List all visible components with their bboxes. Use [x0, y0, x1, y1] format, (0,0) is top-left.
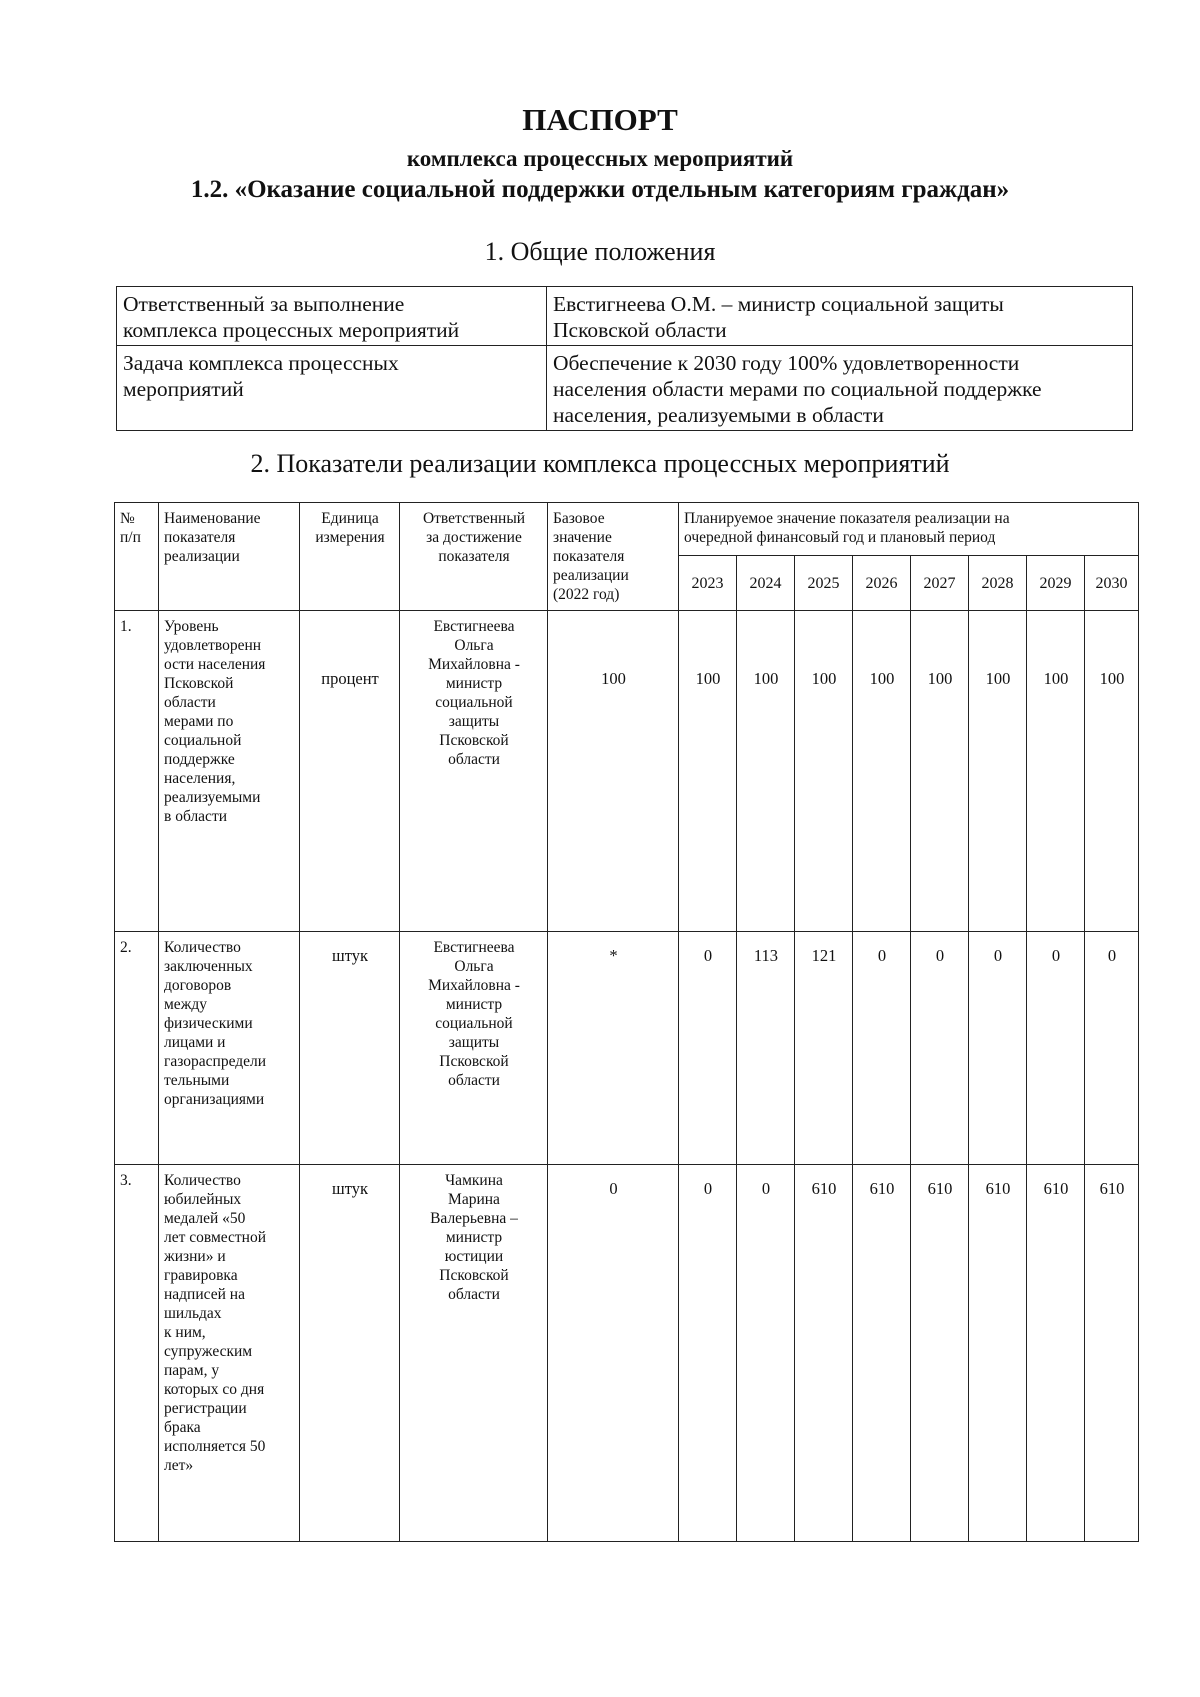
indicator-name: Количество заключенных договоров между физическими лицами и газораспредели тельными организациями	[159, 932, 300, 1165]
table-row	[115, 611, 1139, 932]
indicator-value: 610	[1027, 1165, 1085, 1542]
indicator-value: 100	[1027, 611, 1085, 932]
header-year: 2023	[679, 556, 737, 611]
indicator-responsible: Чамкина Марина Валерьевна – министр юстиции Псковской области	[400, 1165, 548, 1542]
section-heading-indicators: 2. Показатели реализации комплекса процессных мероприятий	[250, 449, 950, 478]
responsible-value: Евстигнеева О.М. – министр социальной защиты Псковской области	[547, 287, 1133, 346]
table-row	[115, 932, 1139, 1165]
indicator-value: 0	[969, 932, 1027, 1165]
row-num: 2.	[115, 932, 159, 1165]
header-unit: Единица измерения	[300, 503, 400, 611]
indicator-value: 610	[911, 1165, 969, 1542]
indicator-value: 100	[853, 611, 911, 932]
header-year: 2028	[969, 556, 1027, 611]
header-base-value: Базовое значение показателя реализации (2022 год)	[548, 503, 679, 611]
indicator-value: 100	[969, 611, 1027, 932]
indicator-value: 0	[679, 932, 737, 1165]
indicator-value: 0	[679, 1165, 737, 1542]
header-num: № п/п	[115, 503, 159, 611]
indicator-base: 100	[548, 611, 679, 932]
indicator-value: 100	[795, 611, 853, 932]
indicators-table	[114, 502, 1139, 1542]
table-row	[117, 287, 1133, 346]
indicator-responsible: Евстигнеева Ольга Михайловна - министр социальной защиты Псковской области	[400, 932, 548, 1165]
indicator-unit: штук	[300, 1165, 400, 1542]
section-heading-general: 1. Общие положения	[484, 237, 716, 266]
indicator-value: 113	[737, 932, 795, 1165]
indicator-unit: процент	[300, 611, 400, 932]
indicator-value: 0	[911, 932, 969, 1165]
header-year: 2024	[737, 556, 795, 611]
indicator-value: 0	[853, 932, 911, 1165]
indicator-value: 100	[679, 611, 737, 932]
responsible-label: Ответственный за выполнение комплекса процессных мероприятий	[117, 287, 547, 346]
indicator-base: 0	[548, 1165, 679, 1542]
header-responsible: Ответственный за достижение показателя	[400, 503, 548, 611]
indicator-value: 100	[911, 611, 969, 932]
table-row	[117, 346, 1133, 431]
indicator-name: Уровень удовлетворенн ости населения Псковской области мерами по социальной поддержке населения, реализуемыми в области	[159, 611, 300, 932]
indicator-value: 610	[1085, 1165, 1139, 1542]
indicator-name: Количество юбилейных медалей «50 лет совместной жизни» и гравировка надписей на шильдах к ним, супружеским парам, у которых со дня регистрации брака исполняется 50 лет»	[159, 1165, 300, 1542]
program-title: 1.2. «Оказание социальной поддержки отдельным категориям граждан»	[190, 176, 1010, 203]
header-year: 2029	[1027, 556, 1085, 611]
indicator-value: 0	[1027, 932, 1085, 1165]
indicator-value: 0	[737, 1165, 795, 1542]
header-year: 2030	[1085, 556, 1139, 611]
doc-title: ПАСПОРТ	[522, 102, 678, 137]
indicator-value: 100	[737, 611, 795, 932]
header-planned: Планируемое значение показателя реализации на очередной финансовый год и плановый период	[679, 503, 1139, 556]
indicator-value: 610	[969, 1165, 1027, 1542]
general-provisions-table	[116, 286, 1133, 431]
header-year: 2025	[795, 556, 853, 611]
task-value: Обеспечение к 2030 году 100% удовлетворенности населения области мерами по социальной поддержке населения, реализуемыми в области	[547, 346, 1133, 431]
indicator-value: 610	[795, 1165, 853, 1542]
header-year: 2026	[853, 556, 911, 611]
task-label: Задача комплекса процессных мероприятий	[117, 346, 547, 431]
header-name: Наименование показателя реализации	[159, 503, 300, 611]
indicator-value: 0	[1085, 932, 1139, 1165]
doc-subtitle: комплекса процессных мероприятий	[406, 146, 794, 171]
header-year: 2027	[911, 556, 969, 611]
indicator-unit: штук	[300, 932, 400, 1165]
indicator-responsible: Евстигнеева Ольга Михайловна - министр социальной защиты Псковской области	[400, 611, 548, 932]
row-num: 3.	[115, 1165, 159, 1542]
indicator-value: 100	[1085, 611, 1139, 932]
indicator-value: 121	[795, 932, 853, 1165]
header-row	[115, 503, 1139, 556]
row-num: 1.	[115, 611, 159, 932]
indicator-value: 610	[853, 1165, 911, 1542]
indicator-base: *	[548, 932, 679, 1165]
table-row	[115, 1165, 1139, 1542]
